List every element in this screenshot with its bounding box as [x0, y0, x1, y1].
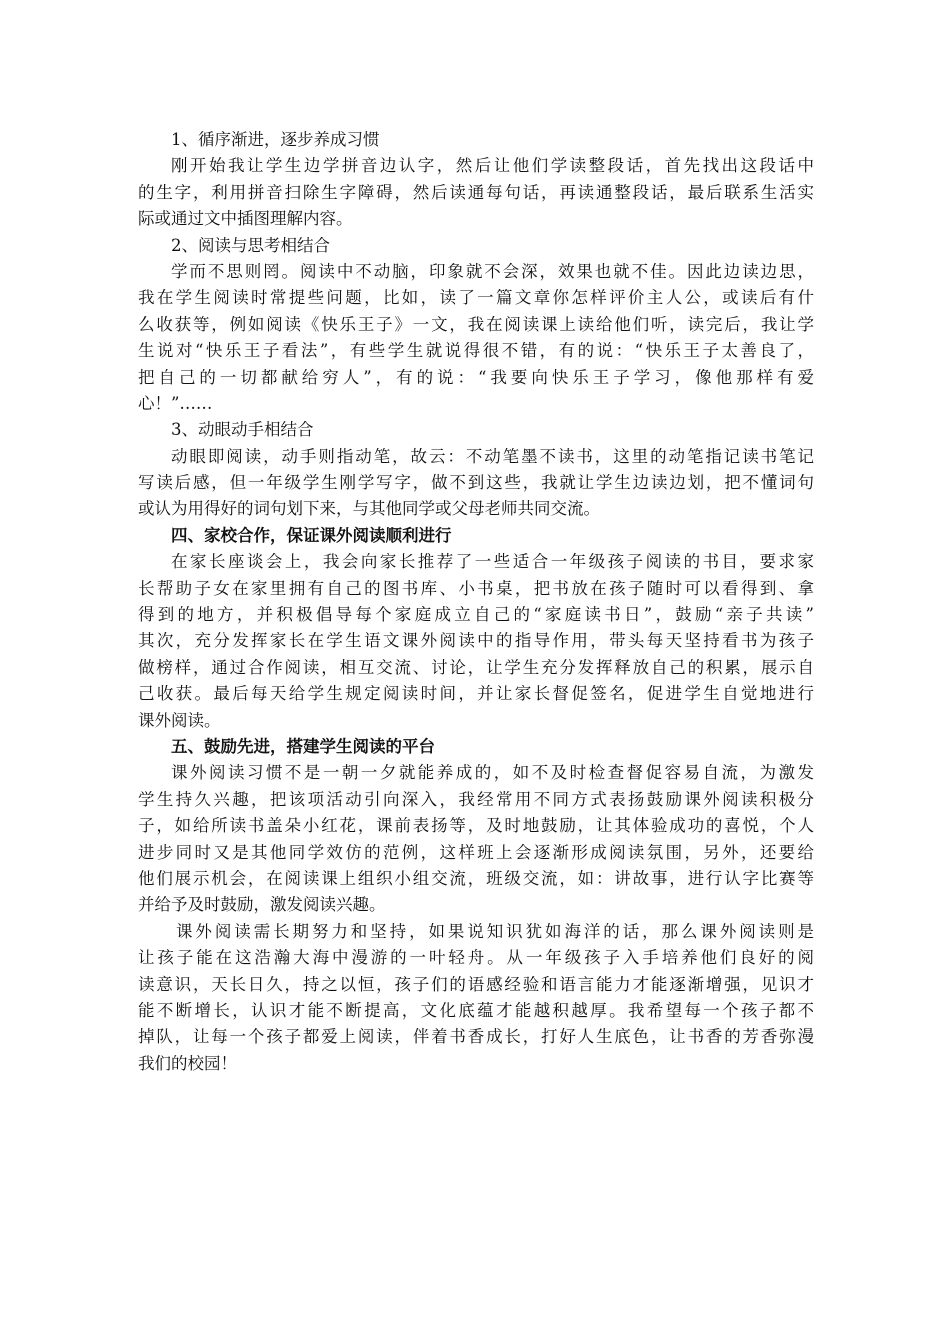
- paragraph-4: [138, 549, 814, 734]
- paragraph-line: 学生持久兴趣，把该项活动引向深入，我经常用不同方式表扬鼓励课外阅读积极分: [138, 789, 814, 809]
- subheading-1: [138, 127, 814, 153]
- paragraph-line: 读意识，天长日久，持之以恒，孩子们的语感经验和语言能力才能逐渐增强，见识才: [138, 974, 814, 994]
- paragraph-line: 我在学生阅读时常提些问题，比如，读了一篇文章你怎样评价主人公，或读后有什: [138, 288, 814, 308]
- paragraph-line: 际或通过文中插图理解内容。: [138, 209, 353, 229]
- section-heading-line: 四、家校合作，保证课外阅读顺利进行: [171, 525, 452, 545]
- paragraph-1: [138, 153, 814, 232]
- subheading-3: [138, 417, 814, 443]
- paragraph-line: 课外阅读。: [138, 710, 221, 730]
- paragraph-line: 生说对“快乐王子看法”，有些学生就说得很不错，有的说：“快乐王子太善良了，: [138, 341, 814, 361]
- section-heading-4: [138, 523, 814, 549]
- paragraph-line: 课外阅读需长期努力和坚持，如果说知识犹如海洋的话，那么课外阅读则是: [176, 921, 814, 941]
- paragraph-line: 长帮助子女在家里拥有自己的图书库、小书桌，把书放在孩子随时可以看得到、拿: [138, 578, 814, 598]
- paragraph-line: 他们展示机会，在阅读课上组织小组交流，班级交流，如：讲故事，进行认字比赛等: [138, 868, 814, 888]
- paragraph-line: 或认为用得好的词句划下来，与其他同学或父母老师共同交流。: [138, 499, 600, 519]
- paragraph-line: 在家长座谈会上，我会向家长推荐了一些适合一年级孩子阅读的书目，要求家: [171, 552, 814, 572]
- paragraph-line: 能不断增长，认识才能不断提高，文化底蕴才能越积越厚。我希望每一个孩子都不: [138, 1000, 814, 1020]
- paragraph-line: 课外阅读习惯不是一朝一夕就能养成的，如不及时检查督促容易自流，为激发: [171, 763, 814, 783]
- paragraph-line: 的生字，利用拼音扫除生字障碍，然后读通每句话，再读通整段话，最后联系生活实: [138, 182, 814, 202]
- paragraph-line: 我们的校园！: [138, 1053, 237, 1073]
- paragraph-line: 掉队，让每一个孩子都爱上阅读，伴着书香成长，打好人生底色，让书香的芳香弥漫: [138, 1027, 814, 1047]
- subheading-line: 3、动眼动手相结合: [171, 420, 314, 440]
- paragraph-line: 动眼即阅读，动手则指动笔，故云：不动笔墨不读书，这里的动笔指记读书笔记: [171, 446, 814, 466]
- paragraph-line: 学而不思则罔。阅读中不动脑，印象就不会深，效果也就不佳。因此边读边思，: [171, 261, 814, 281]
- paragraph-line: 写读后感，但一年级学生刚学写字，做不到这些，我就让学生边读边划，把不懂词句: [138, 473, 814, 493]
- paragraph-6: [138, 919, 814, 1077]
- subheading-line: 1、循序渐进，逐步养成习惯: [171, 130, 380, 149]
- paragraph-5: [138, 760, 814, 918]
- paragraph-line: 刚开始我让学生边学拼音边认字，然后让他们学读整段话，首先找出这段话中: [171, 156, 814, 176]
- paragraph-line: 得到的地方，并积极倡导每个家庭成立自己的“家庭读书日”，鼓励“亲子共读”: [138, 605, 814, 625]
- document-page: [138, 127, 814, 1077]
- paragraph-line: 并给予及时鼓励，激发阅读兴趣。: [138, 895, 386, 915]
- paragraph-line: 做榜样，通过合作阅读，相互交流、讨论，让学生充分发挥释放自己的积累，展示自: [138, 657, 814, 677]
- paragraph-line: 子，如给所读书盖朵小红花，课前表扬等，及时地鼓励，让其体验成功的喜悦，个人: [138, 816, 814, 836]
- paragraph-line: 其次，充分发挥家长在学生语文课外阅读中的指导作用，带头每天坚持看书为孩子: [138, 631, 814, 651]
- paragraph-line: 让孩子能在这浩瀚大海中漫游的一叶轻舟。从一年级孩子入手培养他们良好的阅: [138, 948, 814, 968]
- paragraph-line: 己收获。最后每天给学生规定阅读时间，并让家长督促签名，促进学生自觉地进行: [138, 684, 814, 704]
- subheading-line: 2、阅读与思考相结合: [171, 235, 330, 255]
- paragraph-line: 心！”……: [138, 393, 213, 413]
- paragraph-line: 把自己的一切都献给穷人”，有的说：“我要向快乐王子学习，像他那样有爱: [138, 367, 814, 387]
- paragraph-line: 进步同时又是其他同学效仿的范例，这样班上会逐渐形成阅读氛围，另外，还要给: [138, 842, 814, 862]
- section-heading-5: [138, 734, 814, 760]
- paragraph-line: 么收获等，例如阅读《快乐王子》一文，我在阅读课上读给他们听，读完后，我让学: [138, 314, 814, 334]
- paragraph-2: [138, 259, 814, 417]
- paragraph-3: [138, 444, 814, 523]
- section-heading-line: 五、鼓励先进，搭建学生阅读的平台: [171, 736, 435, 756]
- subheading-2: [138, 233, 814, 259]
